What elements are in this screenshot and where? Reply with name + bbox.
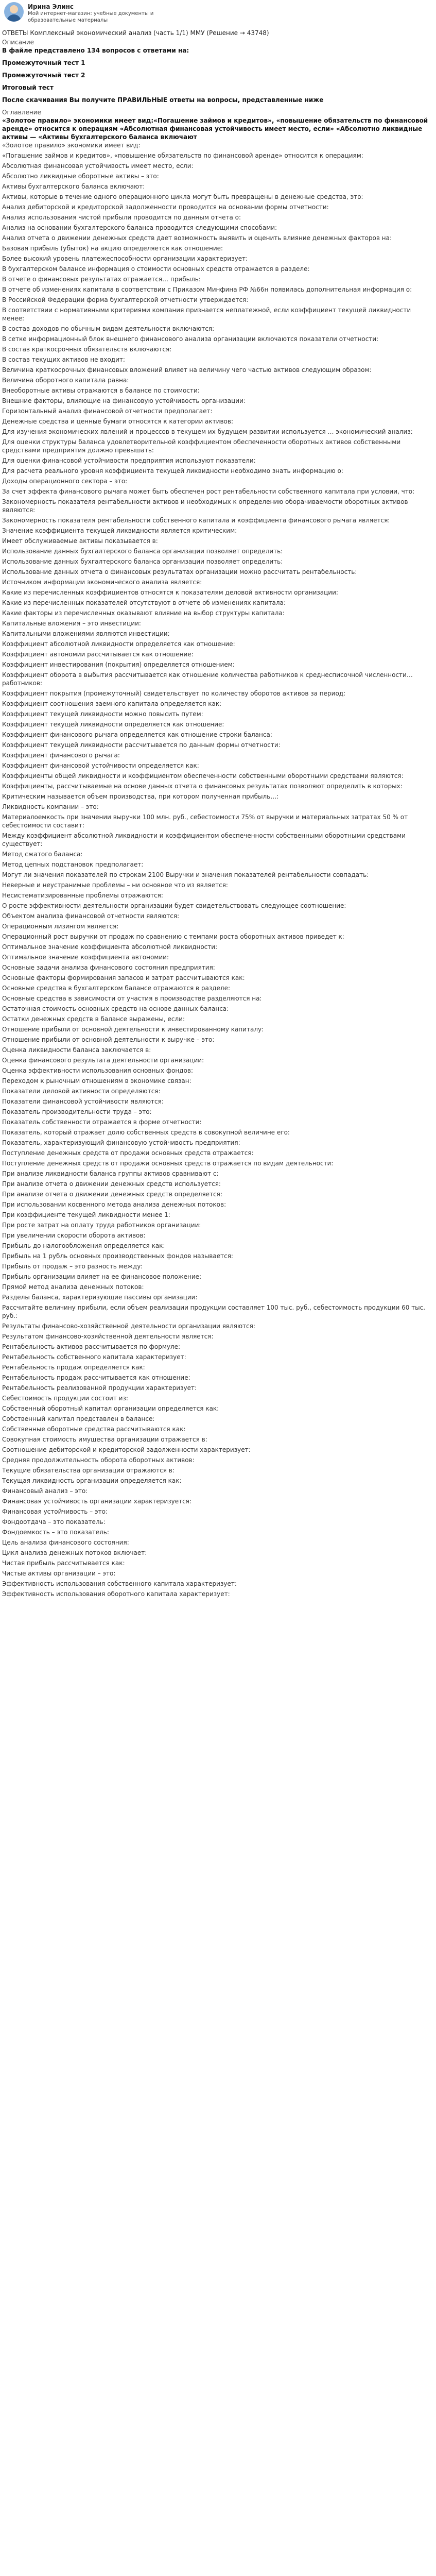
qa-item [2,557,433,566]
question-text: Эффективность использования собственного капитала характеризует: [2,1580,237,1587]
qa-item [2,234,433,242]
qa-item [2,1077,433,1085]
question-text: Коэффициенты, рассчитываемые на основе данных отчета о финансовых результатах позволяют определить в которых: [2,783,403,790]
question-text: Оптимальное значение коэффициента автономии: [2,954,169,961]
qa-item [2,1466,433,1475]
question-text: Текущая ликвидность организации определяется как: [2,1477,182,1484]
qa-item [2,1538,433,1547]
qa-item [2,1252,433,1260]
question-text: Чистая прибыль рассчитывается как: [2,1560,125,1567]
question-text: Величина оборотного капитала равна: [2,377,129,384]
qa-item [2,477,433,485]
qa-item [2,1170,433,1178]
qa-item [2,407,433,415]
qa-item [2,953,433,961]
qa-item [2,630,433,638]
author-tagline: Мой интернет-магазин: учебные документы и образовательные материалы [28,11,154,23]
qa-item [2,974,433,982]
question-text: Могут ли значения показателей по строкам 2100 Выручки и значения показателей рентабельности совпадать: [2,871,369,878]
qa-item [2,1415,433,1423]
test-2-label: Промежуточный тест 2 [2,72,85,79]
question-text: Показатель, который отражает долю собственных средств в совокупной величине его: [2,1129,290,1136]
qa-item [2,671,433,687]
question-text: Коэффициент покрытия (промежуточный) свидетельствует по количеству оборотов активов за период: [2,690,346,697]
question-text: Имеет обслуживаемые активы показывается в: [2,537,158,545]
question-text: Величина краткосрочных финансовых вложений влияет на величину чего частью активов следующим образом: [2,366,372,374]
question-text: При росте затрат на оплату труда работников организации: [2,1222,201,1229]
question-text: Совокупная стоимость имущества организации отражается в: [2,1436,207,1443]
qa-item [2,1262,433,1270]
qa-list [2,141,433,1598]
summary-line: В файле представлено 134 вопросов с ответами на: [2,47,189,54]
qa-item [2,1211,433,1219]
qa-item [2,213,433,222]
qa-item [2,568,433,576]
qa-item [2,1374,433,1382]
question-text: Прибыль организации влияет на ее финансовое положение: [2,1273,202,1280]
qa-item [2,1231,433,1240]
after-purchase-note: После скачивания Вы получите ПРАВИЛЬНЫЕ ответы на вопросы, представленные ниже [2,96,324,104]
question-text: Фондоемкость – это показатель: [2,1529,109,1536]
qa-item [2,224,433,232]
qa-item [2,151,433,160]
question-text: Фондоотдача – это показатель: [2,1518,106,1526]
qa-item [2,1446,433,1454]
qa-item [2,772,433,780]
question-text: Более высокий уровень платежеспособности организации характеризует: [2,255,248,262]
qa-item [2,397,433,405]
qa-item [2,792,433,801]
question-text: Результатом финансово-хозяйственной деятельности является: [2,1333,214,1340]
qa-item [2,1190,433,1198]
question-text: В отчете об изменениях капитала в соответствии с Приказом Минфина РФ №66н появилась дополнительная информация о: [2,286,412,293]
qa-item [2,1528,433,1536]
qa-item [2,943,433,951]
author-avatar[interactable] [4,2,24,22]
qa-item [2,516,433,524]
question-text: При анализе отчета о движении денежных средств определяется: [2,1191,222,1198]
question-text: Собственный капитал представлен в балансе: [2,1415,155,1422]
qa-item [2,255,433,263]
qa-item [2,527,433,535]
question-text: Отношение прибыли от основной деятельности к инвестированному капиталу: [2,1026,264,1033]
question-text: Основные средства в зависимости от участия в производстве разделяются на: [2,995,262,1002]
qa-item [2,1056,433,1064]
qa-item [2,1549,433,1557]
question-text: Результаты финансово-хозяйственной деятельности организации являются: [2,1323,255,1330]
qa-item [2,782,433,790]
question-text: Финансовый анализ – это: [2,1487,88,1495]
qa-item [2,162,433,170]
qa-item [2,700,433,708]
qa-item [2,467,433,475]
question-text: Показатели финансовой устойчивости являются: [2,1098,164,1105]
description-label: Описание [2,39,34,46]
question-text: Коэффициент текущей ликвидности можно повысить путем: [2,710,203,718]
question-text: Оптимальное значение коэффициента абсолютной ликвидности: [2,943,218,951]
qa-item [2,275,433,283]
question-text: Соотношение дебиторской и кредиторской задолженности характеризует: [2,1446,251,1453]
question-text: Оценка финансового результата деятельности организации: [2,1057,204,1064]
qa-item [2,1036,433,1044]
question-text: Для изучения экономических явлений и процессов в текущем их будущем развитии используется … экономический анализ: [2,428,413,435]
qa-item [2,1394,433,1402]
qa-item [2,912,433,920]
intro-quote: «Золотое правило» экономики имеет вид:«Погашение займов и кредитов», «повышение обязательств по финансовой аренде» относится к операциям «Абсолютная финансовая устойчивость имеет место, если» «Абсолютно ликвидные активы — «Активы бухгалтерского баланса включают [2,117,428,141]
author-name[interactable]: Ирина Элинс [28,3,74,10]
question-text: Капитальные вложения – это инвестиции: [2,620,141,627]
qa-item [2,1580,433,1588]
qa-item [2,203,433,211]
qa-item [2,599,433,607]
qa-item [2,1497,433,1505]
question-text: Для оценки финансовой устойчивости предприятия используют показатели: [2,457,256,464]
qa-item [2,1353,433,1361]
question-text: Коэффициенты общей ликвидности и коэффициентом обеспеченности собственными оборотными средствами являются: [2,772,404,779]
qa-item [2,994,433,1003]
qa-item [2,871,433,879]
qa-item [2,172,433,180]
qa-item [2,417,433,426]
question-text: Основные задачи анализа финансового состояния предприятия: [2,964,215,971]
question-text: Рентабельность собственного капитала характеризует: [2,1353,186,1361]
qa-item [2,860,433,869]
qa-item [2,741,433,749]
question-text: Переходом к рыночным отношениям в экономике связан: [2,1077,191,1084]
fragment-label: Оглавление [2,109,41,116]
question-text: Закономерность показателя рентабельности активов и необходимых к определению оборачиваемости оборотных активов являются: [2,498,408,514]
qa-item [2,335,433,343]
qa-item [2,1242,433,1250]
question-text: При увеличении скорости оборота активов: [2,1232,146,1239]
question-text: Разделы баланса, характеризующие пассивы организации: [2,1294,198,1301]
qa-item [2,1425,433,1433]
qa-item [2,265,433,273]
qa-item [2,1283,433,1291]
question-text: Неверные и неустранимые проблемы – ни основное что из является: [2,882,228,889]
question-text: Несистематизированные проблемы отражаются: [2,892,163,899]
qa-item [2,1015,433,1023]
qa-item [2,1097,433,1106]
question-text: Остаточная стоимость основных средств на основе данных баланса: [2,1005,229,1012]
qa-item [2,710,433,718]
question-text: Какие из перечисленных показателей отсутствуют в отчете об изменениях капитала: [2,599,286,606]
question-text: Рассчитайте величину прибыли, если объем реализации продукции составляет 100 тыс. руб., себестоимость продукции 60 тыс. руб.: [2,1304,426,1319]
question-text: В сетке информационный блок внешнего финансового анализа организации включаются показатели отчетности: [2,335,379,343]
question-text: Метод цепных подстановок предполагает: [2,861,144,868]
test-1-label: Промежуточный тест 1 [2,59,85,66]
question-text: Коэффициент финансовой устойчивости определяется как: [2,762,199,769]
qa-item [2,1066,433,1075]
qa-item [2,386,433,395]
qa-item [2,619,433,628]
question-text: Отношение прибыли от основной деятельности к выручке – это: [2,1036,215,1043]
qa-item [2,1221,433,1229]
question-text: Эффективность использования оборотного капитала характеризует: [2,1590,230,1598]
question-text: В состав краткосрочных обязательств включаются: [2,346,172,353]
question-text: Прибыль до налогообложения определяется как: [2,1242,165,1249]
question-text: Коэффициент финансового рычага: [2,752,120,759]
question-text: Источником информации экономического анализа является: [2,579,202,586]
question-text: В состав текущих активов не входит: [2,356,125,363]
question-text: Коэффициент финансового рычага определяется как отношение строки баланса: [2,731,272,738]
qa-item [2,984,433,992]
question-text: Рентабельность активов рассчитывается по формуле: [2,1343,181,1350]
question-text: Абсолютно ликвидные оборотные активы – это: [2,173,159,180]
qa-item [2,498,433,514]
qa-item [2,650,433,658]
qa-item [2,1149,433,1157]
question-text: При использовании косвенного метода анализа денежных потоков: [2,1201,226,1208]
qa-item [2,761,433,770]
document-title: ОТВЕТЫ Комплексный экономический анализ (часть 1/1) ММУ (Решение → 43748) [2,29,269,37]
question-text: Операционным лизингом является: [2,923,119,930]
qa-item [2,376,433,384]
qa-item [2,881,433,889]
question-text: Показатель, характеризующий финансовую устойчивость предприятия: [2,1139,240,1146]
question-text: Объектом анализа финансовой отчетности являются: [2,912,180,920]
qa-item [2,193,433,201]
qa-item [2,1087,433,1095]
question-text: В Российской Федерации форма бухгалтерской отчетности утверждается: [2,296,249,303]
question-text: Какие факторы из перечисленных оказывают влияние на выбор структуры капитала: [2,609,285,617]
qa-item [2,588,433,597]
document-body [2,29,433,1600]
question-text: Анализ отчета о движении денежных средств дает возможность выявить и оценить влияние денежных факторов на: [2,234,392,242]
question-text: Критическим называется объем производства, при котором полученная прибыль…: [2,793,279,800]
question-text: Между коэффициент абсолютной ликвидности и коэффициентом обеспеченности собственными оборотными средствами существует: [2,832,406,848]
qa-item [2,1487,433,1495]
qa-item [2,609,433,617]
question-text: Использование данных бухгалтерского баланса организации позволяет определить: [2,548,283,555]
question-text: Коэффициент инвестирования (покрытия) определяется отношением: [2,661,235,668]
qa-item [2,438,433,454]
question-text: Материалоемкость при значении выручки 100 млн. руб., себестоимости 75% от выручки и материальных затратах 50 % от себестоимости составит: [2,814,408,829]
qa-item [2,720,433,728]
qa-item [2,537,433,545]
qa-item [2,1322,433,1330]
question-text: Капитальными вложениями являются инвестиции: [2,630,170,637]
question-text: Доходы операционного сектора – это: [2,478,128,485]
qa-item [2,1118,433,1126]
question-text: Ликвидность компании – это: [2,803,99,810]
final-test-label: Итоговый тест [2,84,54,91]
qa-item [2,428,433,436]
qa-item [2,1384,433,1392]
qa-item [2,578,433,586]
question-text: В состав доходов по обычным видам деятельности включаются: [2,325,215,332]
question-text: Поступление денежных средств от продажи основных средств отражается по видам деятельности: [2,1160,334,1167]
question-text: Активы, которые в течение одного операционного цикла могут быть превращены в денежные средства, это: [2,193,363,200]
qa-item [2,1569,433,1578]
question-text: Оценка ликвидности баланса заключается в: [2,1046,151,1054]
qa-item [2,660,433,669]
question-text: Прибыль на 1 рубль основных производственных фондов называется: [2,1252,233,1260]
question-text: Коэффициент автономии рассчитывается как отношение: [2,651,194,658]
question-text: Значение коэффициента текущей ликвидности является критическим: [2,527,237,534]
question-text: Абсолютная финансовая устойчивость имеет место, если: [2,162,194,170]
qa-item [2,141,433,149]
author-header [0,0,436,29]
question-text: Текущие обязательства организации отражаются в: [2,1467,175,1474]
question-text: Активы бухгалтерского баланса включают: [2,183,145,190]
question-text: Прямой метод анализа денежных потоков: [2,1283,144,1291]
qa-item [2,1128,433,1137]
qa-item [2,1139,433,1147]
qa-item [2,456,433,465]
question-text: «Золотое правило» экономики имеет вид: [2,142,141,149]
qa-item [2,1435,433,1444]
qa-item [2,1559,433,1567]
avatar-body-shape [7,14,21,22]
question-text: При анализе отчета о движении денежных средств используется: [2,1180,221,1188]
qa-item [2,1303,433,1320]
question-text: Использование данных бухгалтерского баланса организации позволяет определить: [2,558,283,565]
question-text: О росте эффективности деятельности организации будет свидетельствовать следующее соотношение: [2,902,346,909]
qa-item [2,689,433,698]
question-text: Цикл анализа денежных потоков включает: [2,1549,147,1556]
question-text: Средняя продолжительность оборота оборотных активов: [2,1456,195,1464]
qa-item [2,1404,433,1413]
question-text: При анализе ликвидности баланса группы активов сравнивают с: [2,1170,219,1177]
avatar-head-shape [10,5,18,13]
qa-item [2,1518,433,1526]
qa-item [2,1108,433,1116]
qa-item [2,345,433,353]
qa-item [2,1273,433,1281]
qa-item [2,813,433,829]
question-text: Анализ дебиторской и кредиторской задолженности проводится на основании формы отчетности: [2,204,329,211]
question-text: Основные факторы формирования запасов и затрат рассчитываются как: [2,974,245,981]
qa-item [2,1507,433,1516]
question-text: Рентабельность реализованной продукции характеризует: [2,1384,197,1392]
question-text: Для расчета реального уровня коэффициента текущей ликвидности необходимо знать информацию о: [2,467,343,474]
question-text: Анализ на основании бухгалтерского баланса проводится следующими способами: [2,224,277,231]
question-text: Базовая прибыль (убыток) на акцию определяется как отношение: [2,245,223,252]
question-text: Рентабельность продаж рассчитывается как отношение: [2,1374,190,1381]
qa-item [2,1332,433,1341]
qa-item [2,547,433,555]
qa-item [2,832,433,848]
question-text: Прибыль от продаж – это разность между: [2,1263,143,1270]
question-text: Собственные оборотные средства рассчитываются как: [2,1426,186,1433]
qa-item [2,244,433,252]
question-text: Коэффициент оборота в выбытия рассчитывается как отношение количества работников к среднесписочной численности…работников: [2,671,413,687]
question-text: Коэффициент текущей ликвидности рассчитывается по данным формы отчетности: [2,741,281,749]
qa-item [2,1363,433,1371]
question-text: Показатель производительности труда – это: [2,1108,152,1115]
question-text: Финансовая устойчивость организации характеризуется: [2,1498,191,1505]
question-text: Финансовая устойчивость – это: [2,1508,108,1515]
question-text: «Погашение займов и кредитов», «повышение обязательств по финансовой аренде» относится к операциям: [2,152,363,159]
question-text: Операционный рост выручки от продаж по сравнению с темпами роста оборотных активов приведет к: [2,933,344,940]
question-text: Поступление денежных средств от продажи основных средств отражается: [2,1149,254,1157]
question-text: Коэффициент соотношения заемного капитала определяется как: [2,700,222,707]
question-text: Какие из перечисленных коэффициентов относятся к показателям деловой активности организации: [2,589,338,596]
qa-item [2,922,433,930]
question-text: Коэффициент абсолютной ликвидности определяется как отношение: [2,640,235,648]
question-text: В соответствии с нормативными критериями компания признается неплатежной, если коэффициент текущей ликвидности менее: [2,307,411,322]
qa-item [2,366,433,374]
question-text: Остатки денежных средств в балансе выражены, если: [2,1015,185,1023]
question-text: За счет эффекта финансового рычага может быть обеспечен рост рентабельности собственного капитала при условии, что: [2,488,415,495]
question-text: Оценка эффективности использования основных фондов: [2,1067,194,1074]
qa-item [2,891,433,900]
qa-item [2,731,433,739]
question-text: Основные средства в бухгалтерском балансе отражаются в разделе: [2,985,231,992]
question-text: Коэффициент текущей ликвидности определяется как отношение: [2,721,224,728]
qa-item [2,963,433,972]
qa-item [2,751,433,759]
qa-item [2,803,433,811]
qa-item [2,933,433,941]
question-text: Собственный оборотный капитал организации определяется как: [2,1405,219,1412]
qa-item [2,1293,433,1301]
question-text: Использование данных отчета о финансовых результатах организации можно рассчитать рентабельность: [2,568,357,575]
qa-item [2,1159,433,1167]
question-text: Закономерность показателя рентабельности собственного капитала и коэффициента финансового рычага является: [2,517,390,524]
qa-item [2,1180,433,1188]
qa-item [2,1477,433,1485]
question-text: Рентабельность продаж определяется как: [2,1364,145,1371]
qa-item [2,306,433,323]
question-text: Цель анализа финансового состояния: [2,1539,129,1546]
question-text: Внеоборотные активы отражаются в балансе по стоимости: [2,387,200,394]
qa-item [2,1025,433,1033]
qa-item [2,902,433,910]
question-text: Денежные средства и ценные бумаги относятся к категории активов: [2,418,233,425]
qa-item [2,285,433,294]
question-text: Себестоимость продукции состоит из: [2,1395,128,1402]
qa-item [2,296,433,304]
qa-item [2,1456,433,1464]
question-text: В отчете о финансовых результатах отражается… прибыль: [2,276,201,283]
qa-item [2,355,433,364]
question-text: Показатель собственности отражается в форме отчетности: [2,1118,202,1126]
qa-item [2,640,433,648]
qa-item [2,1343,433,1351]
qa-item [2,182,433,191]
qa-item [2,1046,433,1054]
qa-item [2,1005,433,1013]
question-text: Для оценки структуры баланса удовлетворительной коэффициентом обеспеченности оборотных активов собственными средствами предприятия должно превышать: [2,438,401,454]
question-text: Горизонтальный анализ финансовой отчетности предполагает: [2,408,213,415]
qa-item [2,325,433,333]
question-text: При коэффициенте текущей ликвидности менее 1: [2,1211,170,1218]
qa-item [2,1200,433,1209]
question-text: Чистые активы организации – это: [2,1570,116,1577]
question-text: В бухгалтерском балансе информация о стоимости основных средств отражается в разделе: [2,265,310,273]
question-text: Метод сжатого баланса: [2,851,83,858]
qa-item [2,850,433,858]
qa-item [2,1590,433,1598]
question-text: Анализ использования чистой прибыли проводится по данным отчета о: [2,214,241,221]
question-text: Показатели деловой активности определяются: [2,1088,161,1095]
question-text: Внешние факторы, влияющие на финансовую устойчивость организации: [2,397,246,404]
qa-item [2,487,433,496]
